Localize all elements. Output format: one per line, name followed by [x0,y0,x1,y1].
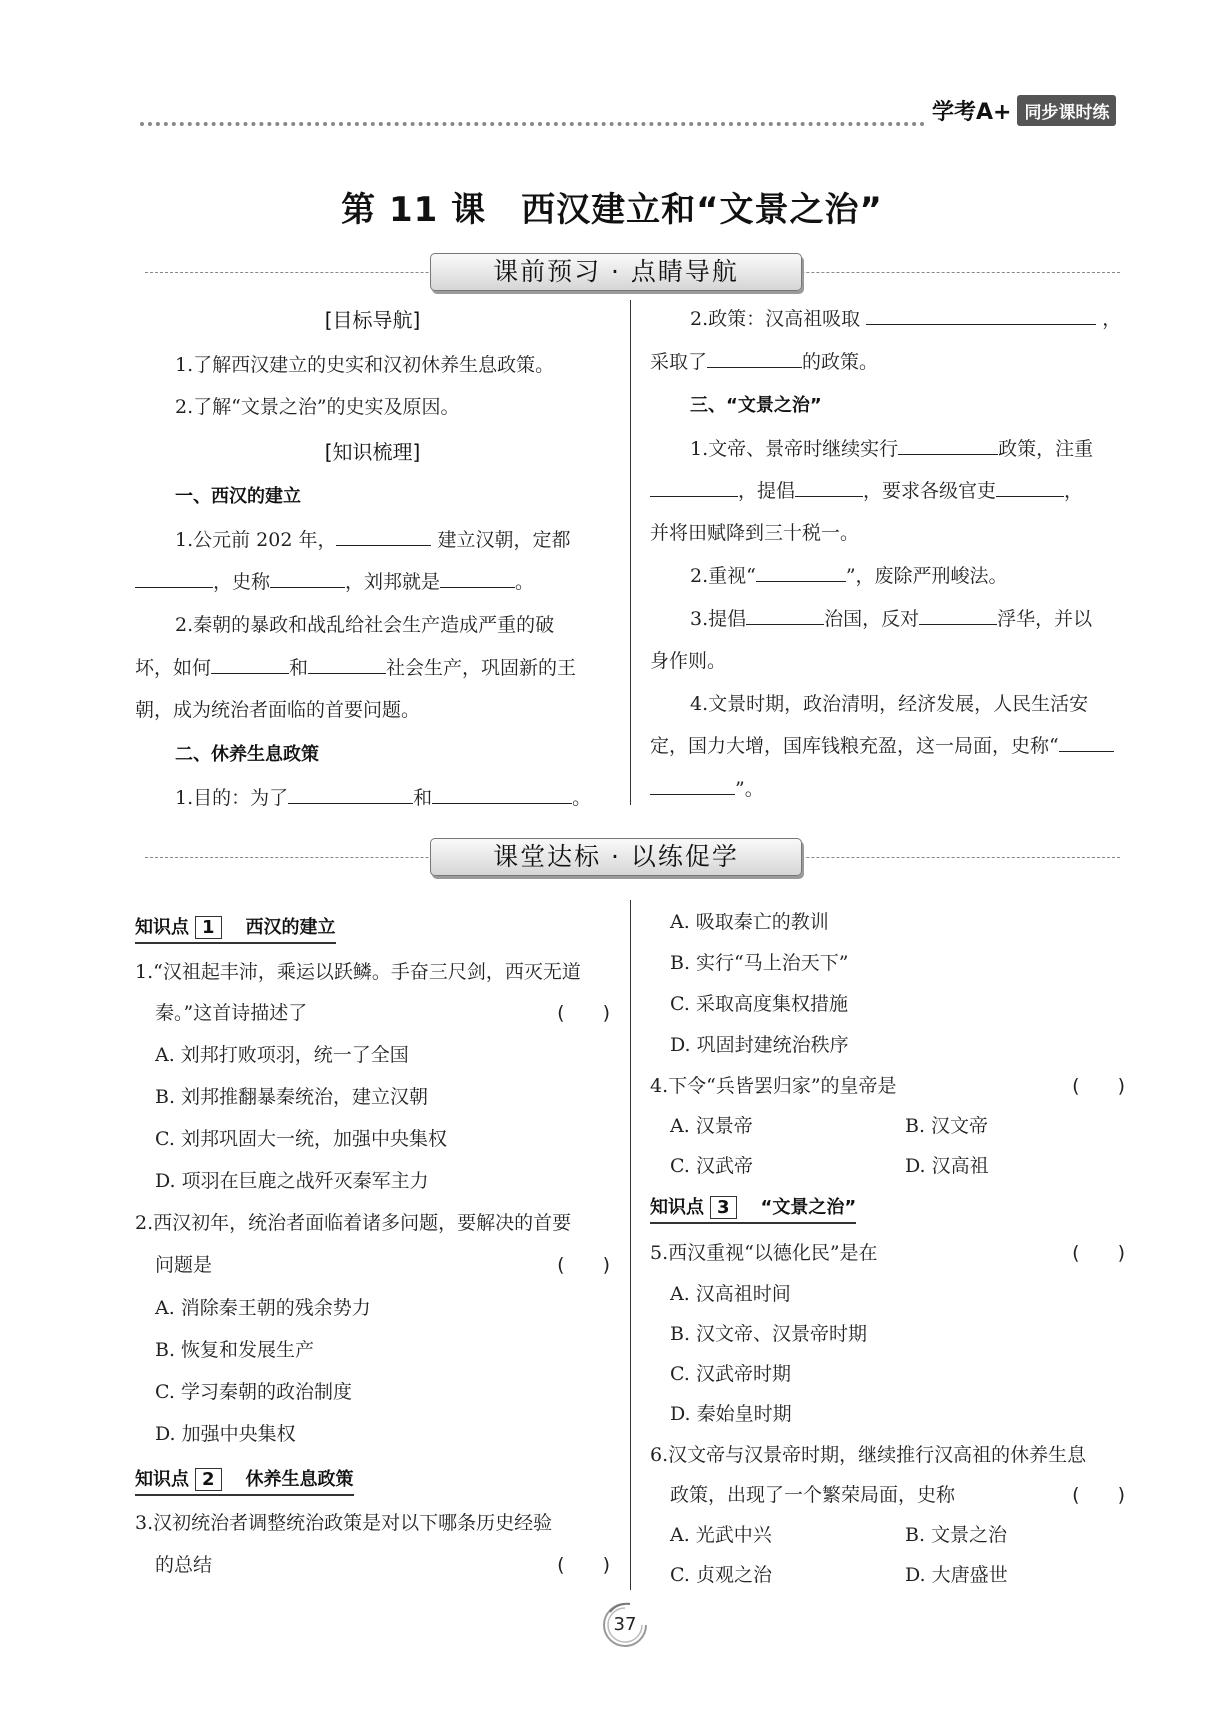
text: 浮华，并以 [997,608,1093,630]
answer-blank[interactable] [270,567,345,588]
answer-blank[interactable] [650,476,738,497]
text: ，要求各级官吏 [863,480,997,502]
question-stem: 2.西汉初年，统治者面临着诸多问题，要解决的首要 [135,1212,572,1234]
answer-blank[interactable] [866,304,1096,325]
text: 坏，如何 [135,657,212,679]
practice-right-column [650,905,1125,1590]
option-item[interactable]: A. 汉景帝 [670,1115,753,1137]
fill-blank-line [175,525,571,552]
text: ，史称 [213,571,271,593]
answer-blank[interactable] [898,434,998,455]
option-item[interactable]: B. 恢复和发展生产 [155,1339,315,1361]
option-item[interactable]: A. 汉高祖时间 [670,1283,791,1305]
kp-number: 1 [195,916,222,939]
practice-left-column [135,905,610,1590]
fill-blank-line [650,476,1083,503]
option-item[interactable]: D. 秦始皇时期 [670,1403,792,1425]
text: 采取了 [650,351,708,373]
answer-blank[interactable] [288,783,413,804]
kp-title: “文景之治” [760,1197,857,1218]
option-item[interactable]: A. 吸取秦亡的教训 [670,911,829,933]
option-item[interactable]: C. 学习秦朝的政治制度 [155,1381,352,1403]
text-line: 2.秦朝的暴政和战乱给社会生产造成严重的破 [175,614,555,636]
option-item[interactable]: D. 加强中央集权 [155,1423,296,1445]
goal-item: 2.了解“文景之治”的史实及原因。 [175,396,460,418]
answer-blank[interactable] [336,525,431,546]
question-stem: 4.下令“兵皆罢归家”的皇帝是 [650,1075,897,1097]
question-stem: 3.汉初统治者调整统治政策是对以下哪条历史经验 [135,1512,553,1534]
text: 治国，反对 [824,608,920,630]
option-item[interactable]: D. 巩固封建统治秩序 [670,1034,849,1056]
answer-blank[interactable] [707,347,802,368]
text-line: 身作则。 [650,650,727,672]
knowledge-point-header [135,1465,354,1496]
text: ， [1064,480,1084,502]
answer-paren[interactable]: ( ) [557,1554,610,1576]
answer-blank[interactable] [795,476,863,497]
answer-blank[interactable] [1059,731,1114,752]
fill-blank-line [690,604,1092,631]
text: 3.提倡 [690,608,747,630]
question-stem: 1.“汉祖起丰沛，乘运以跃鳞。手奋三尺剑，西灭无道 [135,961,581,983]
section-banner-practice [145,838,1120,878]
question-stem: 6.汉文帝与汉景帝时期，继续推行汉高祖的休养生息 [650,1444,1087,1466]
fill-blank-line [650,347,878,374]
answer-blank[interactable] [308,653,386,674]
kp-number: 3 [710,1196,737,1219]
fill-blank-line [690,561,1008,588]
text: 的政策。 [802,351,879,373]
option-item[interactable]: C. 贞观之治 [670,1564,772,1586]
brand-logo [932,95,1116,126]
knowledge-point-header [135,913,336,944]
text: 。 [572,787,592,809]
option-item[interactable]: C. 汉武帝时期 [670,1363,791,1385]
fill-blank-line [135,653,576,680]
banner-label: 课堂达标 · 以练促学 [430,838,802,876]
answer-blank[interactable] [650,774,735,795]
option-item[interactable]: A. 消除秦王朝的残余势力 [155,1297,371,1319]
option-item[interactable]: B. 汉文帝、汉景帝时期 [670,1323,868,1345]
answer-blank[interactable] [746,604,824,625]
fill-blank-line [650,731,1114,758]
part2-heading: 二、休养生息政策 [175,744,319,765]
page-number-text: 37 [613,1614,637,1635]
answer-blank[interactable] [996,476,1064,497]
text: 1.公元前 202 年， [175,529,337,551]
answer-blank[interactable] [440,567,515,588]
question-stem: 的总结 [155,1554,213,1576]
option-item[interactable]: C. 采取高度集权措施 [670,993,848,1015]
question-stem: 5.西汉重视“以德化民”是在 [650,1242,878,1264]
fill-blank-line [650,774,764,801]
brand-tag: 同步课时练 [1017,95,1116,126]
text: ”。 [735,778,764,800]
option-item[interactable]: A. 光武中兴 [670,1524,772,1546]
preview-right-column [650,300,1125,810]
goal-item: 1.了解西汉建立的史实和汉初休养生息政策。 [175,354,555,376]
column-divider [630,900,631,1590]
text: ，刘邦就是 [345,571,441,593]
kp-number: 2 [195,1468,222,1491]
part1-heading: 一、西汉的建立 [175,486,301,507]
answer-blank[interactable] [432,783,572,804]
text: ，提倡 [738,480,796,502]
text-line: 4.文景时期，政治清明，经济发展，人民生活安 [690,693,1089,715]
kp-label: 知识点 [135,1469,189,1490]
fill-blank-line [690,304,1121,331]
kp-label: 知识点 [135,917,189,938]
question-stem: 秦。”这首诗描述了 [155,1002,308,1024]
text: 2.政策：汉高祖吸取 [690,308,861,330]
text: 2.重视“ [690,565,756,587]
goals-heading: [目标导航] [324,308,421,332]
answer-paren[interactable]: ( ) [557,1002,610,1024]
text: 定，国力大增，国库钱粮充盈，这一局面，史称“ [650,735,1059,757]
text-line: 朝，成为统治者面临的首要问题。 [135,699,421,721]
option-item[interactable]: D. 汉高祖 [905,1155,989,1177]
text: 和 [413,787,433,809]
answer-paren[interactable]: ( ) [1072,1484,1125,1506]
part3-heading: 三、“文景之治” [690,395,822,416]
option-item[interactable]: A. 刘邦打败项羽，统一了全国 [155,1044,409,1066]
fill-blank-line [175,783,591,810]
question-stem: 政策，出现了一个繁荣局面，史称 [670,1484,956,1506]
text: 建立汉朝，定都 [437,529,571,551]
answer-blank[interactable] [135,567,213,588]
lesson-title: 第 11 课 西汉建立和“文景之治” [341,190,883,230]
kp-title: 休养生息政策 [245,1469,354,1490]
fill-blank-line [690,434,1093,461]
section-banner-preview [145,253,1120,293]
option-item[interactable]: B. 实行“马上治天下” [670,952,849,974]
option-item[interactable]: B. 汉文帝 [905,1115,989,1137]
text: ， [1102,308,1122,330]
kp-title: 西汉的建立 [245,917,336,938]
text: ”，废除严刑峻法。 [845,565,1008,587]
option-item[interactable]: C. 刘邦巩固大一统，加强中央集权 [155,1128,447,1150]
text: 1.文帝、景帝时继续实行 [690,438,899,460]
preview-left-column [135,300,610,810]
banner-label: 课前预习 · 点睛导航 [430,253,802,291]
answer-blank[interactable] [211,653,289,674]
answer-blank[interactable] [919,604,997,625]
text: 1.目的：为了 [175,787,289,809]
question-stem: 问题是 [155,1254,213,1276]
option-item[interactable]: D. 大唐盛世 [905,1564,1008,1586]
page-number [600,1600,650,1650]
knowledge-point-header [650,1193,856,1224]
answer-paren[interactable]: ( ) [1072,1075,1125,1097]
option-item[interactable]: D. 项羽在巨鹿之战歼灭秦军主力 [155,1170,429,1192]
answer-paren[interactable]: ( ) [1072,1242,1125,1264]
answer-paren[interactable]: ( ) [557,1254,610,1276]
text: 社会生产，巩固新的王 [386,657,577,679]
header-dotted-rule [140,122,925,126]
option-item[interactable]: B. 文景之治 [905,1524,1008,1546]
option-item[interactable]: B. 刘邦推翻暴秦统治，建立汉朝 [155,1086,429,1108]
knowledge-heading: [知识梳理] [324,440,421,464]
text: 。 [515,571,535,593]
fill-blank-line [135,567,534,594]
brand-name: 学考A+ [932,100,1012,125]
kp-label: 知识点 [650,1197,704,1218]
text-line: 并将田赋降到三十税一。 [650,522,860,544]
option-item[interactable]: C. 汉武帝 [670,1155,753,1177]
column-divider [630,300,631,805]
answer-blank[interactable] [756,561,846,582]
text: 政策，注重 [998,438,1094,460]
text: 和 [289,657,309,679]
